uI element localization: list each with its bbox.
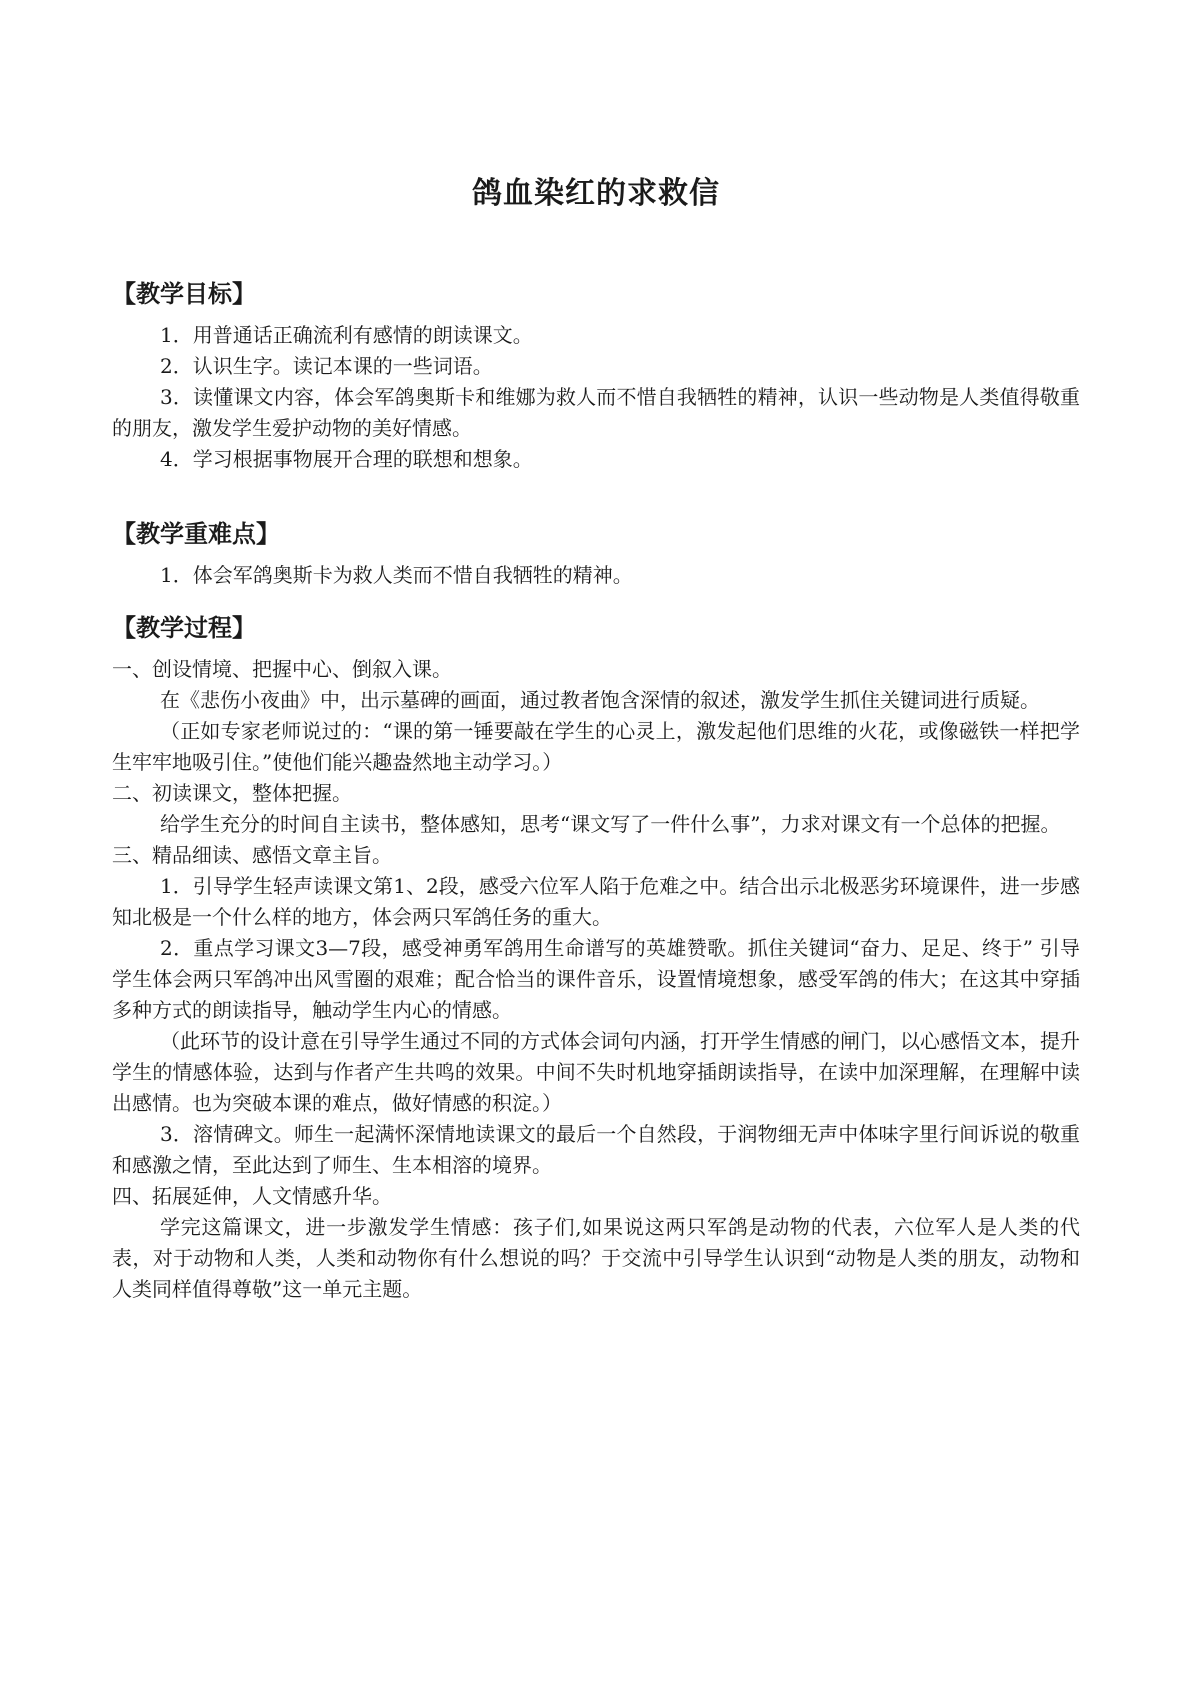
process-note: （正如专家老师说过的：“课的第一锤要敲在学生的心灵上，激发起他们思维的火花，或像磁铁一样把学生牢牢地吸引住。”使他们能兴趣盎然地主动学习。） bbox=[112, 719, 1080, 774]
process-paragraph: 3．溶情碑文。师生一起满怀深情地读课文的最后一个自然段，于润物细无声中体味字里行间诉说的敬重和感激之情，至此达到了师生、生本相溶的境界。 bbox=[112, 1122, 1080, 1177]
section-key-difficulties bbox=[112, 514, 1080, 591]
process-paragraph: 给学生充分的时间自主读书，整体感知，思考“课文写了一件什么事”，力求对课文有一个总体的把握。 bbox=[160, 812, 1061, 836]
section-heading-keypoints: 【教学重难点】 bbox=[112, 520, 280, 548]
process-paragraph: 1．引导学生轻声读课文第1、2段，感受六位军人陷于危难之中。结合出示北极恶劣环境课件，进一步感知北极是一个什么样的地方，体会两只军鸽任务的重大。 bbox=[112, 874, 1080, 929]
document-title: 鸽血染红的求救信 bbox=[472, 176, 720, 211]
section-teaching-goals bbox=[112, 274, 1080, 475]
goal-item: 3．读懂课文内容，体会军鸽奥斯卡和维娜为救人而不惜自我牺牲的精神，认识一些动物是人类值得敬重的朋友，激发学生爱护动物的美好情感。 bbox=[112, 385, 1080, 440]
section-heading-process: 【教学过程】 bbox=[112, 614, 256, 642]
goal-item: 4．学习根据事物展开合理的联想和想象。 bbox=[160, 447, 533, 471]
section-heading-goals: 【教学目标】 bbox=[112, 280, 256, 308]
process-step-heading: 四、拓展延伸，人文情感升华。 bbox=[112, 1184, 392, 1208]
process-paragraph: 2．重点学习课文3—7段，感受神勇军鸽用生命谱写的英雄赞歌。抓住关键词“奋力、足足、终于” 引导学生体会两只军鸽冲出风雪圈的艰难；配合恰当的课件音乐，设置情境想象，感受军鸽的伟大；在这其中穿插多种方式的朗读指导，触动学生内心的情感。 bbox=[112, 936, 1080, 1022]
goal-item: 1．用普通话正确流利有感情的朗读课文。 bbox=[160, 323, 533, 347]
process-paragraph: 在《悲伤小夜曲》中，出示墓碑的画面，通过教者饱含深情的叙述，激发学生抓住关键词进行质疑。 bbox=[160, 688, 1040, 712]
process-note: （此环节的设计意在引导学生通过不同的方式体会词句内涵，打开学生情感的闸门，以心感悟文本，提升学生的情感体验，达到与作者产生共鸣的效果。中间不失时机地穿插朗读指导，在读中加深理解，在理解中读出感情。也为突破本课的难点，做好情感的积淀。） bbox=[112, 1029, 1080, 1115]
process-step-heading: 二、初读课文，整体把握。 bbox=[112, 781, 352, 805]
goal-item: 2．认识生字。读记本课的一些词语。 bbox=[160, 354, 493, 378]
process-step-heading: 一、创设情境、把握中心、倒叙入课。 bbox=[112, 657, 452, 681]
process-paragraph: 学完这篇课文，进一步激发学生情感：孩子们,如果说这两只军鸽是动物的代表，六位军人是人类的代表，对于动物和人类，人类和动物你有什么想说的吗？于交流中引导学生认识到“动物是人类的朋友，动物和人类同样值得尊敬”这一单元主题。 bbox=[112, 1215, 1080, 1301]
process-step-heading: 三、精品细读、感悟文章主旨。 bbox=[112, 843, 392, 867]
keypoint-item: 1．体会军鸽奥斯卡为救人类而不惜自我牺牲的精神。 bbox=[160, 563, 633, 587]
section-teaching-process bbox=[112, 608, 1080, 1305]
